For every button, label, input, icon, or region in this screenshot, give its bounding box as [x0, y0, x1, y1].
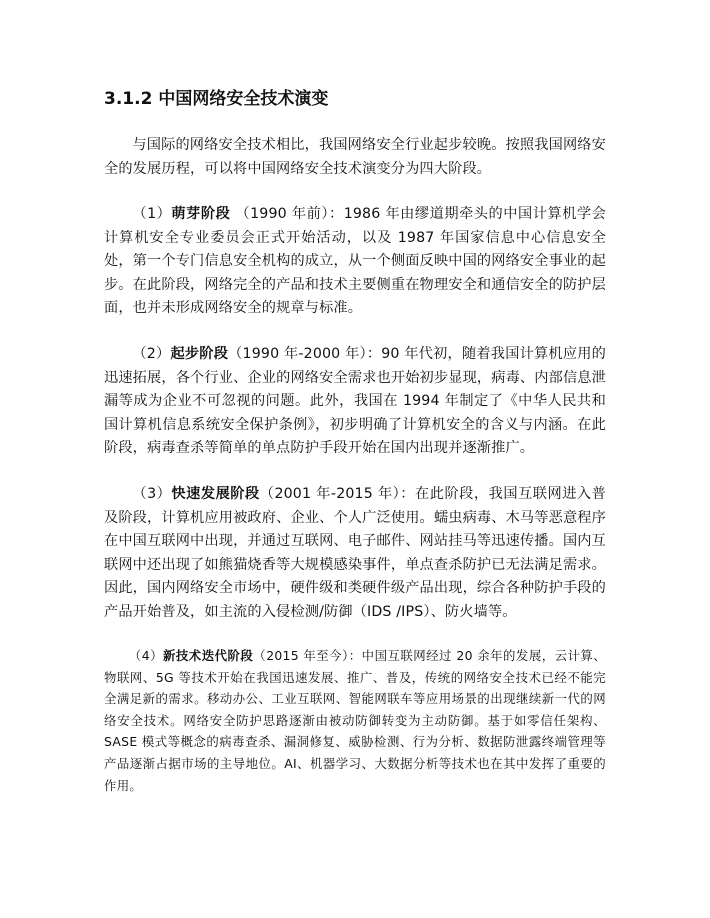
stage-4-paragraph [104, 645, 606, 796]
stage-3-prefix: （3） [132, 486, 172, 502]
stage-1-prefix: （1） [132, 206, 172, 222]
section-heading: 3.1.2 中国网络安全技术演变 [104, 89, 329, 109]
stage-3-title: 快速发展阶段 [171, 486, 260, 502]
stage-1-paragraph [104, 203, 606, 321]
stage-2-paragraph [104, 343, 606, 461]
stage-3-text: （2001 年-2015 年）：在此阶段，我国互联网进入普及阶段，计算机应用被政府、企业、个人广泛使用。蠕虫病毒、木马等恶意程序在中国互联网中出现，并通过互联网、电子邮件、网站挂马等迅速传播。国内互联网中还出现了如熊猫烧香等大规模感染事件，单点查杀防护已无法满足需求。因此，国内网络安全市场中，硬件级和类硬件级产品出现，综合各种防护手段的产品开始普及，如主流的入侵检测/防御（IDS /IPS）、防火墙等。 [104, 486, 606, 620]
intro-paragraph [104, 134, 606, 181]
stage-1-title: 萌芽阶段 [171, 206, 231, 222]
stage-4-prefix: （4） [128, 648, 163, 663]
stage-2-title: 起步阶段 [170, 346, 229, 362]
stage-4-text: （2015 年至今）：中国互联网经过 20 余年的发展，云计算、物联网、5G 等技术开始在我国迅速发展、推广、普及，传统的网络安全技术已经不能完全满足新的需求。移动办公、工业互联网、智能网联车等应用场景的出现继续新一代的网络安全技术。网络安全防护思路逐渐由被动防御转变为主动防御。基于如零信任架构、SASE 模式等概念的病毒查杀、漏洞修复、威胁检测、行为分析、数据防泄露终端管理等产品逐渐占据市场的主导地位。AI、机器学习、大数据分析等技术也在其中发挥了重要的作用。 [104, 648, 606, 793]
stage-3-paragraph [104, 483, 606, 625]
stage-4-title: 新技术迭代阶段 [163, 648, 254, 663]
stage-2-text: （1990 年-2000 年）：90 年代初，随着我国计算机应用的迅速拓展，各个行业、企业的网络安全需求也开始初步显现，病毒、内部信息泄漏等成为企业不可忽视的问题。此外，我国在 1994 年制定了《中华人民共和国计算机信息系统安全保护条例》，初步明确了计算机安全的含义与内涵。在此阶段，病毒查杀等简单的单点防护手段开始在国内出现并逐渐推广。 [104, 346, 606, 457]
stage-1-text: （1990 年前）：1986 年由缪道期牵头的中国计算机学会计算机安全专业委员会正式开始活动，以及 1987 年国家信息中心信息安全处，第一个专门信息安全机构的成立，从一个侧面反映中国的网络安全事业的起步。在此阶段，网络完全的产品和技术主要侧重在物理安全和通信安全的防护层面，也并未形成网络安全的规章与标准。 [104, 206, 606, 317]
intro-text: 与国际的网络安全技术相比，我国网络安全行业起步较晚。按照我国网络安全的发展历程，可以将中国网络安全技术演变分为四大阶段。 [104, 137, 606, 177]
stage-2-prefix: （2） [132, 346, 171, 362]
